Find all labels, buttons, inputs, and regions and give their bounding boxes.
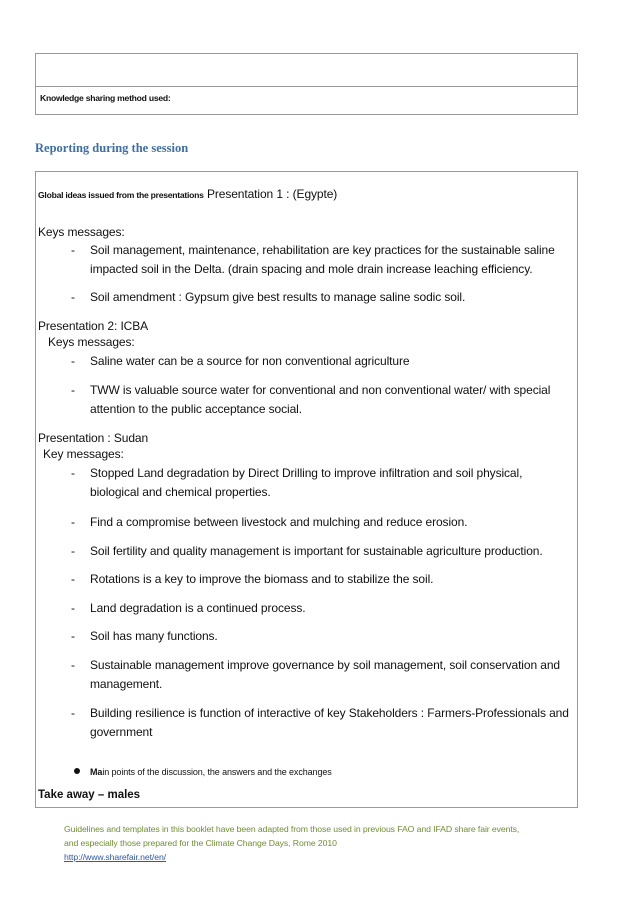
list-item: TWW is valuable source water for conventional and non conventional water/ with special bbox=[90, 383, 551, 397]
list-item: Building resilience is function of interactive of key Stakeholders : Farmers-Professionals and bbox=[90, 706, 569, 720]
takeaway-heading: Take away – males bbox=[38, 789, 141, 801]
list-dash: - bbox=[71, 466, 75, 480]
list-dash: - bbox=[71, 515, 75, 529]
discussion-points-line bbox=[90, 764, 332, 780]
list-item: attention to the public acceptance social. bbox=[90, 402, 302, 416]
list-dash: - bbox=[71, 544, 75, 558]
list-item: Saline water can be a source for non conventional agriculture bbox=[90, 354, 410, 368]
list-item: Soil amendment : Gypsum give best results to manage saline sodic soil. bbox=[90, 290, 466, 304]
list-dash: - bbox=[71, 290, 75, 304]
list-dash: - bbox=[71, 601, 75, 615]
list-dash: - bbox=[71, 383, 75, 397]
list-dash: - bbox=[71, 658, 75, 672]
list-dash: - bbox=[71, 243, 75, 257]
list-item: government bbox=[90, 725, 153, 739]
discussion-prefix: Ma bbox=[90, 767, 103, 777]
list-item: management. bbox=[90, 677, 163, 691]
list-item: Sustainable management improve governance by soil management, soil conservation and bbox=[90, 658, 560, 672]
reporting-heading: Reporting during the session bbox=[35, 141, 189, 155]
list-dash: - bbox=[71, 354, 75, 368]
footer-line-2: and especially those prepared for the Climate Change Days, Rome 2010 bbox=[64, 838, 337, 848]
knowledge-method-table bbox=[35, 53, 578, 115]
p3-keys-label: Key messages: bbox=[43, 447, 124, 461]
list-item: Soil management, maintenance, rehabilitation are key practices for the sustainable saline bbox=[90, 243, 555, 257]
list-item: Find a compromise between livestock and mulching and reduce erosion. bbox=[90, 515, 468, 529]
discussion-rest: in points of the discussion, the answers and the exchanges bbox=[102, 767, 332, 777]
list-item: Land degradation is a continued process. bbox=[90, 601, 306, 615]
footer-line-1: Guidelines and templates in this booklet have been adapted from those used in previous FAO and IFAD share fair events, bbox=[64, 824, 520, 834]
list-dash: - bbox=[71, 706, 75, 720]
list-item: Stopped Land degradation by Direct Drilling to improve infiltration and soil physical, bbox=[90, 466, 523, 480]
p1-keys-label: Keys messages: bbox=[38, 225, 125, 239]
list-item: biological and chemical properties. bbox=[90, 485, 271, 499]
list-item: impacted soil in the Delta. (drain spacing and mole drain increase leaching efficiency. bbox=[90, 262, 533, 276]
footer-note bbox=[64, 822, 519, 864]
presentation-2-title: Presentation 2: ICBA bbox=[38, 319, 149, 333]
list-dash: - bbox=[71, 629, 75, 643]
knowledge-method-label: Knowledge sharing method used: bbox=[40, 93, 171, 103]
bullet-icon bbox=[74, 768, 80, 774]
table-divider bbox=[36, 86, 577, 87]
list-dash: - bbox=[71, 572, 75, 586]
list-item: Rotations is a key to improve the biomass and to stabilize the soil. bbox=[90, 572, 434, 586]
presentation-3-title: Presentation : Sudan bbox=[38, 431, 149, 445]
list-item: Soil has many functions. bbox=[90, 629, 218, 643]
footer-link[interactable]: http://www.sharefair.net/en/ bbox=[64, 852, 166, 862]
presentation-1-heading bbox=[38, 186, 337, 203]
list-item: Soil fertility and quality management is important for sustainable agriculture production. bbox=[90, 544, 543, 558]
p2-keys-label: Keys messages: bbox=[48, 335, 135, 349]
presentation-1-title: Presentation 1 : (Egypte) bbox=[206, 187, 338, 201]
global-ideas-label: Global ideas issued from the presentations bbox=[38, 190, 204, 200]
